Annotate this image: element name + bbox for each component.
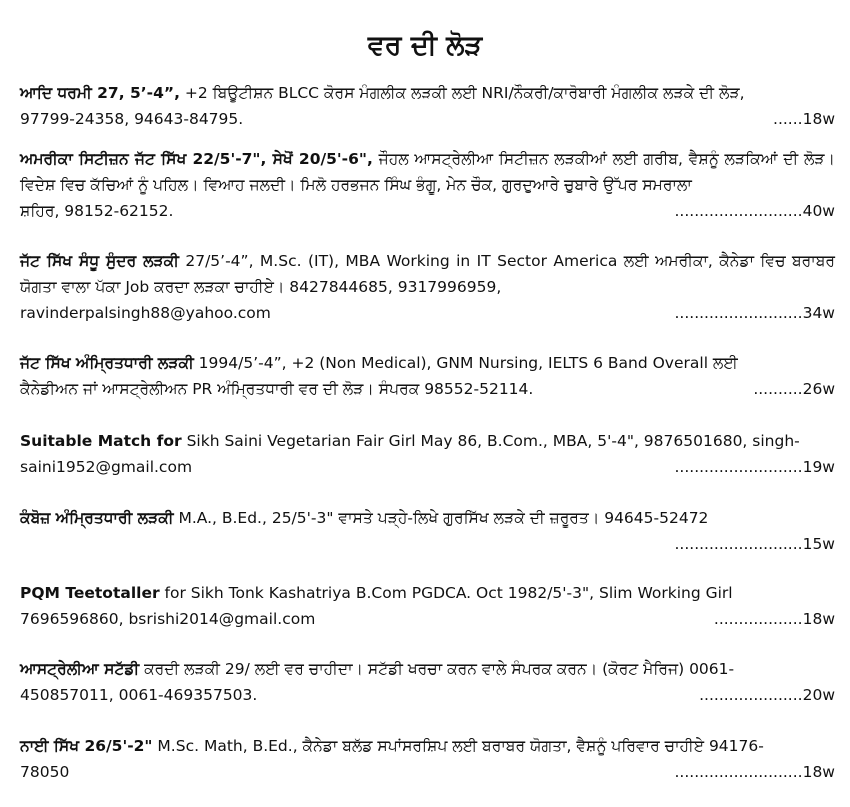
classified-ad	[20, 248, 835, 326]
ad-contact: saini1952@gmail.com	[20, 458, 193, 476]
ad-code: ..........................18w	[674, 763, 835, 781]
ad-code: ..........................15w	[674, 535, 835, 553]
ad-code: ..........26w	[753, 380, 835, 398]
ad-contact: 7696596860, bsrishi2014@gmail.com	[20, 610, 316, 628]
ad-code: ..................18w	[713, 610, 835, 628]
ad-text: 27/5’-4”, M.Sc. (IT), MBA Working in IT Sector America ਲਈ ਅਮਰੀਕਾ, ਕੈਨੇਡਾ ਵਿਚ ਬਰਾਬਰ ਯੋਗਤਾ ਵਾਲਾ ਪੱਕਾ Job ਕਰਦਾ ਲੜਕਾ ਚਾਹੀਏ। 8427844685, 9317996959,	[20, 252, 835, 296]
ad-contact: 450857011, 0061-469357503.	[20, 686, 258, 704]
ad-heading: ਜੱਟ ਸਿੱਖ ਸੰਧੂ ਸੁੰਦਰ ਲੜਕੀ	[20, 252, 179, 270]
ad-text: Sikh Saini Vegetarian Fair Girl May 86, B.Com., MBA, 5'-4", 9876501680, singh-	[181, 432, 800, 450]
ad-text: M.A., B.Ed., 25/5'-3" ਵਾਸਤੇ ਪੜ੍ਹੇ-ਲਿਖੇ ਗੁਰਸਿੱਖ ਲੜਕੇ ਦੀ ਜ਼ਰੂਰਤ। 94645-52472	[173, 509, 709, 527]
classified-ad	[20, 428, 835, 480]
ad-heading: Suitable Match for	[20, 432, 182, 450]
ad-heading: ਨਾਈ ਸਿੱਖ 26/5'-2"	[20, 737, 153, 755]
ad-heading: ਅਮਰੀਕਾ ਸਿਟੀਜ਼ਨ ਜੱਟ ਸਿੱਖ 22/5'-7", ਸੇਖੋਂ 20/5'-6",	[20, 150, 373, 168]
page-title: ਵਰ ਦੀ ਲੋੜ	[367, 30, 483, 61]
classified-ad	[20, 80, 835, 132]
ad-text: for Sikh Tonk Kashatriya B.Com PGDCA. Oct 1982/5'-3", Slim Working Girl	[159, 584, 733, 602]
ad-code: ......18w	[773, 110, 835, 128]
ad-code: ..........................19w	[674, 458, 835, 476]
ad-heading: PQM Teetotaller	[20, 584, 160, 602]
classified-ad	[20, 505, 835, 557]
classified-ad	[20, 146, 835, 224]
ad-text: 1994/5’-4”, +2 (Non Medical), GNM Nursing, IELTS 6 Band Overall ਲਈ	[193, 354, 738, 372]
ad-code: ..........................40w	[674, 202, 835, 220]
ad-contact: 97799-24358, 94643-84795.	[20, 110, 244, 128]
ad-heading: ਆਦਿ ਧਰਮੀ 27, 5’-4”,	[20, 84, 180, 102]
classified-ad	[20, 580, 835, 632]
ad-code: ..........................34w	[674, 304, 835, 322]
ad-heading: ਜੱਟ ਸਿੱਖ ਅੰਮ੍ਰਿਤਧਾਰੀ ਲੜਕੀ	[20, 354, 194, 372]
ad-contact: ਸ਼ਹਿਰ, 98152-62152.	[20, 202, 174, 220]
ad-contact: ਕੈਨੇਡੀਅਨ ਜਾਂ ਆਸਟ੍ਰੇਲੀਅਨ PR ਅੰਮ੍ਰਿਤਧਾਰੀ ਵਰ ਦੀ ਲੋੜ। ਸੰਪਰਕ 98552-52114.	[20, 380, 534, 398]
ad-heading: ਆਸਟ੍ਰੇਲੀਆ ਸਟੱਡੀ	[20, 660, 140, 678]
ad-contact: ravinderpalsingh88@yahoo.com	[20, 304, 271, 322]
classified-ad	[20, 350, 835, 402]
ad-contact: 78050	[20, 763, 70, 781]
ad-text: ਕਰਦੀ ਲੜਕੀ 29/ ਲਈ ਵਰ ਚਾਹੀਦਾ। ਸਟੱਡੀ ਖਰਚਾ ਕਰਨ ਵਾਲੇ ਸੰਪਰਕ ਕਰਨ। (ਕੋਰਟ ਮੈਰਿਜ) 0061-	[139, 660, 735, 678]
classified-ad	[20, 733, 835, 785]
classified-ad	[20, 656, 835, 708]
ad-heading: ਕੰਬੋਜ਼ ਅੰਮ੍ਰਿਤਧਾਰੀ ਲੜਕੀ	[20, 509, 174, 527]
ad-text: M.Sc. Math, B.Ed., ਕੈਨੇਡਾ ਬਲੱਡ ਸਪਾਂਸਰਸ਼ਿਪ ਲਈ ਬਰਾਬਰ ਯੋਗਤਾ, ਵੈਸ਼ਨੂੰ ਪਰਿਵਾਰ ਚਾਹੀਏ 94176-	[152, 737, 764, 755]
ad-text: ਜੌਹਲ ਆਸਟ੍ਰੇਲੀਆ ਸਿਟੀਜ਼ਨ ਲੜਕੀਆਂ ਲਈ ਗਰੀਬ, ਵੈਸ਼ਨੂੰ ਲੜਕਿਆਂ ਦੀ ਲੋੜ। ਵਿਦੇਸ਼ ਵਿਚ ਕੱਚਿਆਂ ਨੂੰ ਪਹਿਲ। ਵਿਆਹ ਜਲਦੀ। ਮਿਲੋ ਹਰਭਜਨ ਸਿੰਘ ਭੰਗੂ, ਮੇਨ ਚੌਕ, ਗੁਰਦੁਆਰੇ ਚੁਬਾਰੇ ਉੱਪਰ ਸਮਰਾਲਾ	[20, 150, 835, 194]
ad-text: +2 ਬਿਊਟੀਸ਼ਨ BLCC ਕੋਰਸ ਮੰਗਲੀਕ ਲੜਕੀ ਲਈ NRI/ਨੌਕਰੀ/ਕਾਰੋਬਾਰੀ ਮੰਗਲੀਕ ਲੜਕੇ ਦੀ ਲੋੜ,	[179, 84, 745, 102]
ad-code: .....................20w	[699, 686, 835, 704]
